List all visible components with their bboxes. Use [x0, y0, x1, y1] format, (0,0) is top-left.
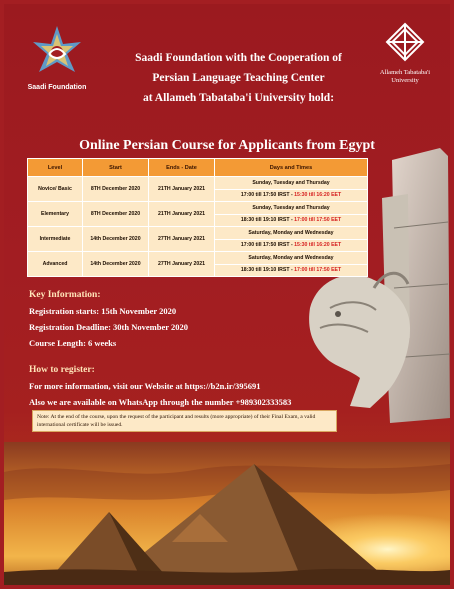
- cell-time-eet: 17:00 till 17:50 EET: [294, 266, 342, 273]
- saadi-logo-caption: Saadi Foundation: [27, 84, 87, 91]
- headline-line-3: at Allameh Tabataba'i University hold:: [142, 92, 335, 104]
- pyramids-image: [4, 442, 450, 585]
- key-information: [29, 287, 188, 351]
- header-end-date: Ends - Date: [149, 159, 215, 177]
- allameh-university-logo: [372, 22, 438, 85]
- saadi-emblem-icon: [29, 24, 85, 80]
- cell-days: Saturday, Monday and Wednesday: [215, 228, 367, 240]
- certificate-note: Note: At the end of the course, upon the request of the participant and results (more appropriate) of their Final Exam, a valid international certificate will be issued.: [32, 410, 337, 432]
- university-caption-line-2: University: [391, 76, 419, 84]
- register-heading: How to register:: [29, 365, 95, 375]
- course-title: Online Persian Course for Applicants from Egypt: [79, 138, 375, 153]
- cell-time-eet: 17:00 till 17:50 EET: [294, 216, 342, 223]
- how-to-register: [29, 362, 291, 410]
- cell-days: Sunday, Tuesday and Thursday: [215, 178, 367, 190]
- cell-time-irst: 18:30 till 19:10 IRST -: [240, 266, 295, 273]
- whatsapp-line: Also we are available on WhatsApp through the number +989302333583: [29, 397, 292, 407]
- course-length: Course Length: 6 weeks: [29, 338, 117, 348]
- poster-inner: [4, 4, 450, 585]
- schedule-table: [27, 158, 368, 277]
- table-row: [28, 177, 368, 202]
- headline-line-1: Saadi Foundation with the Cooperation of: [135, 52, 342, 64]
- cell-end: 27TH January 2021: [149, 252, 215, 277]
- cell-time-eet: 15:30 till 16:20 EET: [294, 241, 342, 248]
- saadi-foundation-logo: [22, 24, 92, 91]
- university-emblem-icon: [385, 22, 425, 62]
- headline-line-2: Persian Language Teaching Center: [152, 72, 325, 84]
- table-row: [28, 252, 368, 277]
- key-info-heading: Key Information:: [29, 290, 101, 300]
- cell-days: Saturday, Monday and Wednesday: [215, 253, 367, 265]
- cell-days-times: [215, 227, 368, 252]
- cell-end: 21TH January 2021: [149, 177, 215, 202]
- cell-end: 21TH January 2021: [149, 202, 215, 227]
- cell-start: 8TH December 2020: [83, 202, 149, 227]
- cell-level: Advanced: [28, 252, 83, 277]
- schedule-header-row: [28, 159, 368, 177]
- header-start: Start: [83, 159, 149, 177]
- website-line[interactable]: For more information, visit our Website at https://b2n.ir/395691: [29, 381, 261, 391]
- table-row: [28, 227, 368, 252]
- header-days-times: Days and Times: [215, 159, 368, 177]
- university-caption: [372, 69, 438, 85]
- cell-time-eet: 15:30 till 16:20 EET: [294, 191, 342, 198]
- registration-starts: Registration starts: 15th November 2020: [29, 306, 177, 316]
- cell-days-times: [215, 177, 368, 202]
- cell-days-times: [215, 252, 368, 277]
- cell-days-times: [215, 202, 368, 227]
- university-caption-line-1: Allameh Tabataba'i: [379, 69, 431, 76]
- header-level: Level: [28, 159, 83, 177]
- cell-time-irst: 17:00 till 17:50 IRST -: [240, 191, 295, 198]
- cell-time-irst: 17:00 till 17:50 IRST -: [240, 241, 295, 248]
- cell-start: 8TH December 2020: [83, 177, 149, 202]
- cell-level: Elementary: [28, 202, 83, 227]
- cell-time-irst: 18:30 till 19:10 IRST -: [240, 216, 295, 223]
- headline: [116, 48, 361, 108]
- cell-level: Intermediate: [28, 227, 83, 252]
- cell-start: 14th December 2020: [83, 252, 149, 277]
- cell-days: Sunday, Tuesday and Thursday: [215, 203, 367, 215]
- registration-deadline: Registration Deadline: 30th November 2020: [29, 322, 188, 332]
- table-row: [28, 202, 368, 227]
- cell-start: 14th December 2020: [83, 227, 149, 252]
- cell-end: 27TH January 2021: [149, 227, 215, 252]
- cell-level: Novice/ Basic: [28, 177, 83, 202]
